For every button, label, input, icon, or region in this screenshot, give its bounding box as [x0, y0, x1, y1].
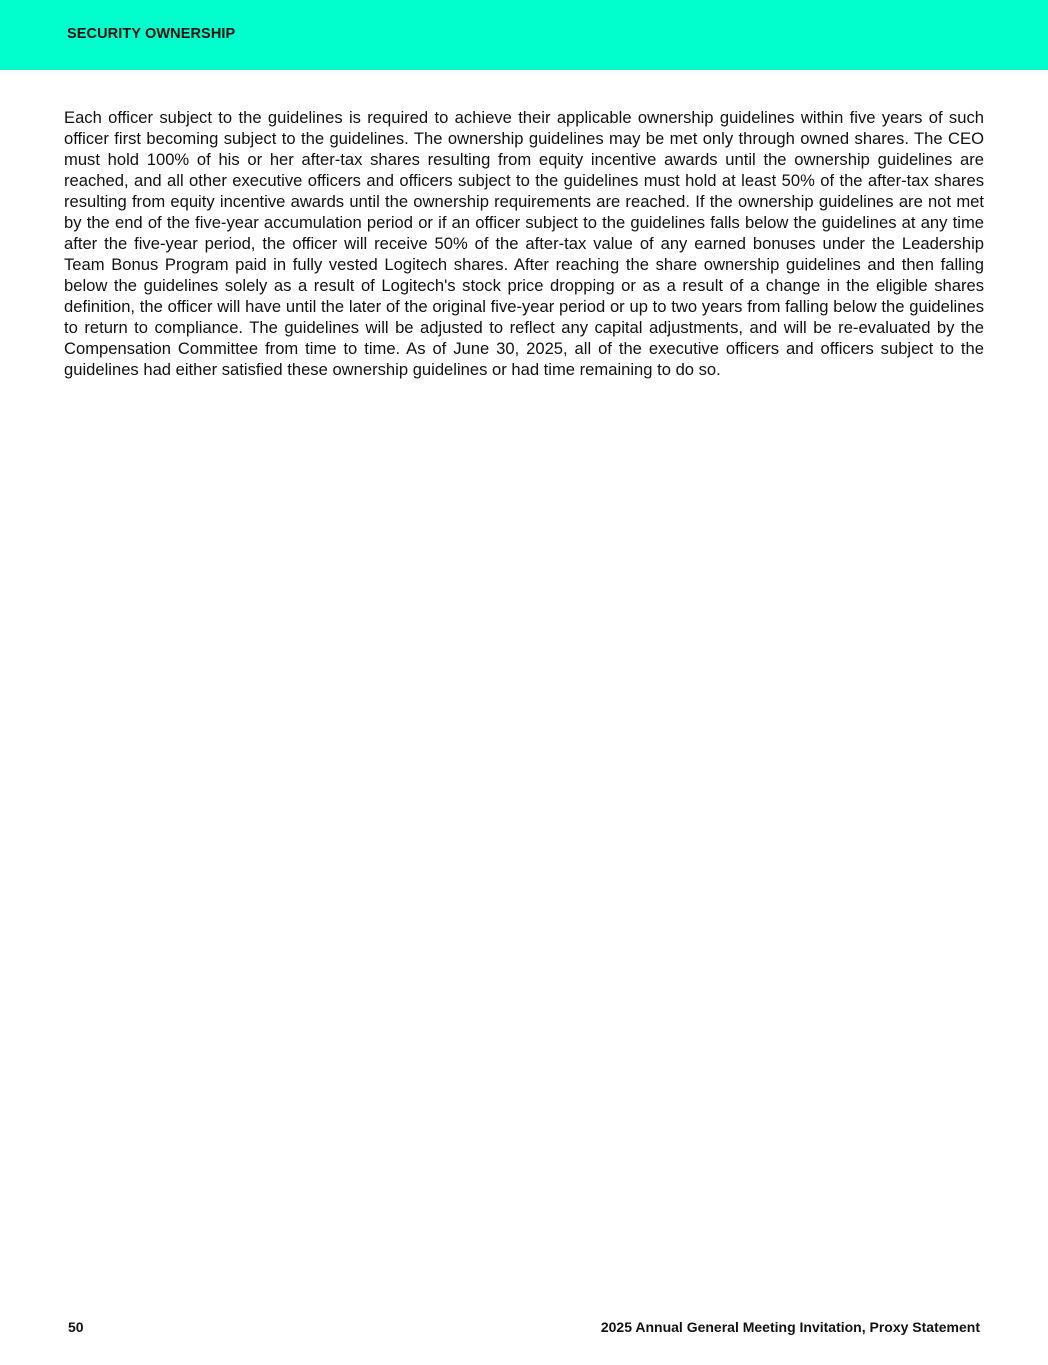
footer-document-title: 2025 Annual General Meeting Invitation, Proxy Statement [600, 1319, 980, 1335]
body-paragraph: Each officer subject to the guidelines is required to achieve their applicable ownership guidelines within five years of such officer first becoming subject to the guidelines. The ownership guidelines may be met only through owned shares. The CEO must hold 100% of his or her after-tax shares resulting from equity incentive awards until the ownership guidelines are reached, and all other executive officers and officers subject to the guidelines must hold at least 50% of the after-tax shares resulting from equity incentive awards until the ownership requirements are reached. If the ownership guidelines are not met by the end of the five-year accumulation period or if an officer subject to the guidelines falls below the guidelines at any time after the five-year period, the officer will receive 50% of the after-tax value of any earned bonuses under the Leadership Team Bonus Program paid in fully vested Logitech shares. After reaching the share ownership guidelines and then falling below the guidelines solely as a result of Logitech's stock price dropping or as a result of a change in the eligible shares definition, the officer will have until the later of the original five-year period or up to two years from falling below the guidelines to return to compliance. The guidelines will be adjusted to reflect any capital adjustments, and will be re-evaluated by the Compensation Committee from time to time. As of June 30, 2025, all of the executive officers and officers subject to the guidelines had either satisfied these ownership guidelines or had time remaining to do so. [64, 108, 984, 379]
page-number: 50 [68, 1319, 84, 1335]
section-title: SECURITY OWNERSHIP [67, 26, 236, 42]
header-band [0, 0, 1048, 70]
